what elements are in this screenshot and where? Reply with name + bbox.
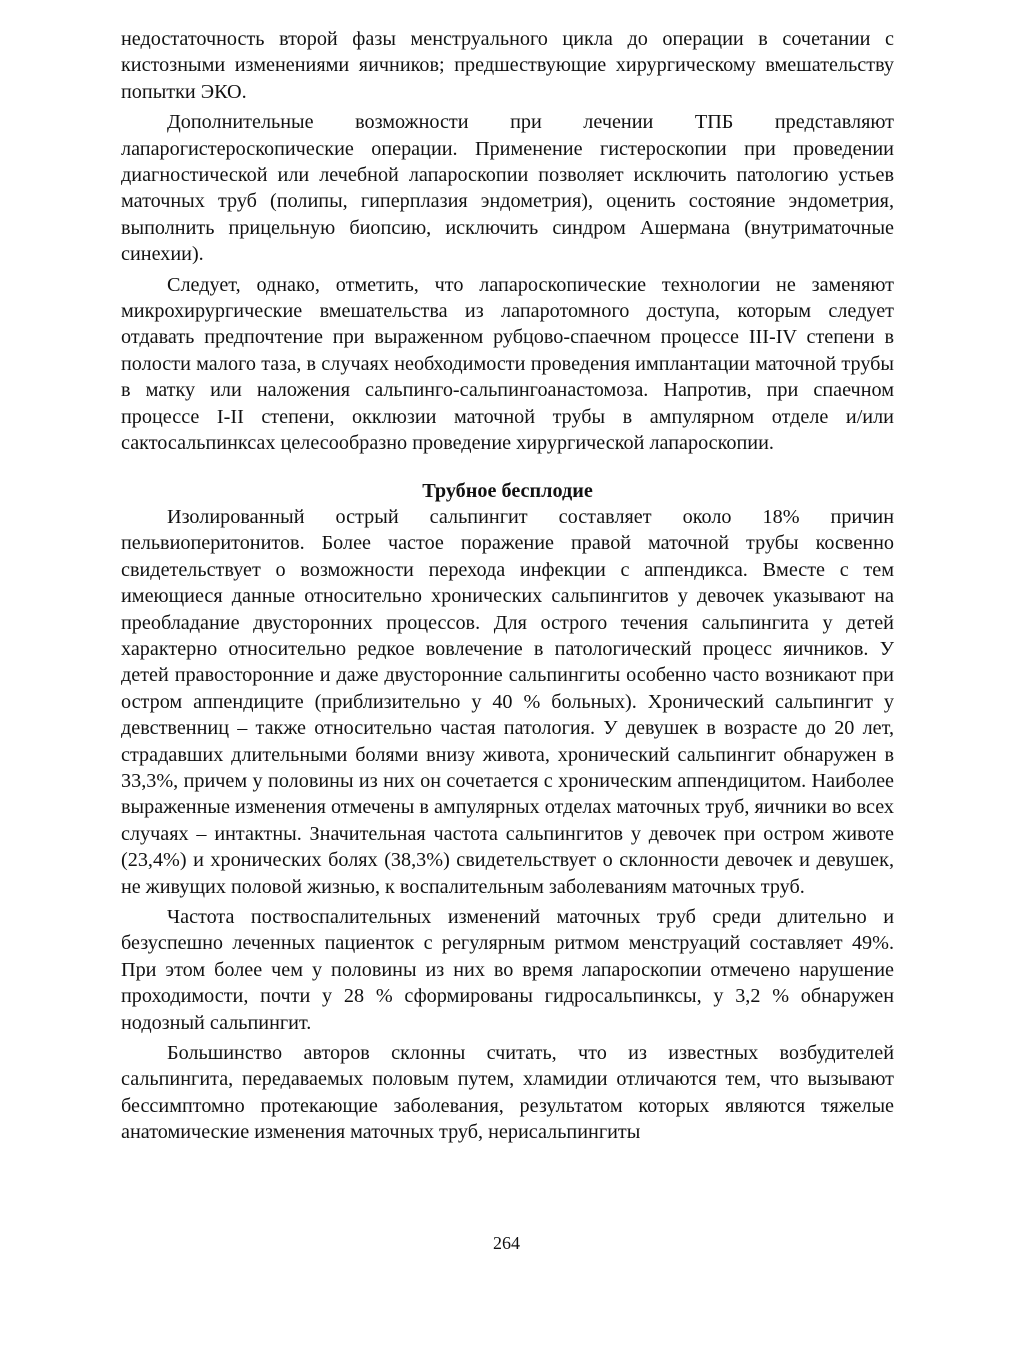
section-heading: Трубное бесплодие: [422, 479, 593, 502]
page-content: [121, 26, 894, 1146]
paragraph-laparoscopy-limitations: Следует, однако, отметить, что лапароскопические технологии не заменяют микрохирургические вмешательства из лапаротомного доступа, которым следует отдавать предпочтение при выраженном рубцово-спаечном процессе III-IV степени в полости малого таза, в случаях необходимости проведения имплантации маточной трубы в матку или наложения сальпинго-сальпингоанастомоза. Напротив, при спаечном процессе I-II степени, окклюзии маточной трубы в ампулярном отделе и/или сактосальпинксах целесообразно проведение хирургической лапароскопии.: [121, 273, 894, 455]
page-number: 264: [493, 1233, 520, 1253]
paragraph-continuation: недостаточность второй фазы менструального цикла до операции в сочетании с кистозными изменениями яичников; предшествующие хирургическому вмешательству попытки ЭКО.: [121, 28, 894, 103]
paragraph-chlamydia: Большинство авторов склонны считать, что из известных возбудителей сальпингита, передаваемых половым путем, хламидии отличаются тем, что вызывают бессимптомно протекающие заболевания, результатом которых являются тяжелые анатомические изменения маточных труб, нерисальпингиты: [121, 1042, 894, 1144]
paragraph-postinflammatory: Частота поствоспалительных изменений маточных труб среди длительно и безуспешно леченных пациенток с регулярным ритмом менструаций составляет 49%. При этом более чем у половины из них во время лапароскопии отмечено нарушение проходимости, почти у 28 % сформированы гидросальпинксы, у 3,2 % обнаружен нодозный сальпингит.: [121, 906, 894, 1034]
paragraph-salpingitis: Изолированный острый сальпингит составляет около 18% причин пельвиоперитонитов. Более частое поражение правой маточной трубы косвенно свидетельствует о возможности перехода инфекции с аппендикса. Вместе с тем имеющиеся данные относительно хронических сальпингитов у девочек указывают на преобладание двусторонних процессов. Для острого течения сальпингита у детей характерно относительно редкое вовлечение в патологический процесс яичников. У детей правосторонние и даже двусторонние сальпингиты особенно часто возникают при остром аппендиците (приблизительно у 40 % больных). Хронический сальпингит у девственниц – также относительно частая патология. У девушек в возрасте до 20 лет, страдавших длительными болями внизу живота, хронический сальпингит обнаружен в 33,3%, причем у половины из них он сочетается с хроническим аппендицитом. Наиболее выраженные изменения отмечены в ампулярных отделах маточных труб, яичники во всех случаях – интактны. Значительная частота сальпингитов у девочек при остром животе (23,4%) и хронических болях (38,3%) свидетельствует о склонности девочек и девушек, не живущих половой жизнью, к воспалительным заболеваниям маточных труб.: [121, 505, 894, 898]
paragraph-laparohysteroscopy: Дополнительные возможности при лечении ТПБ представляют лапарогистероскопические операции. Применение гистероскопии при проведении диагностической или лечебной лапароскопии позволяет исключить патологию устьев маточных труб (полипы, гиперплазия эндометрия), оценить состояние эндометрия, выполнить прицельную биопсию, исключить синдром Ашермана (внутриматочные синехии).: [121, 111, 894, 266]
